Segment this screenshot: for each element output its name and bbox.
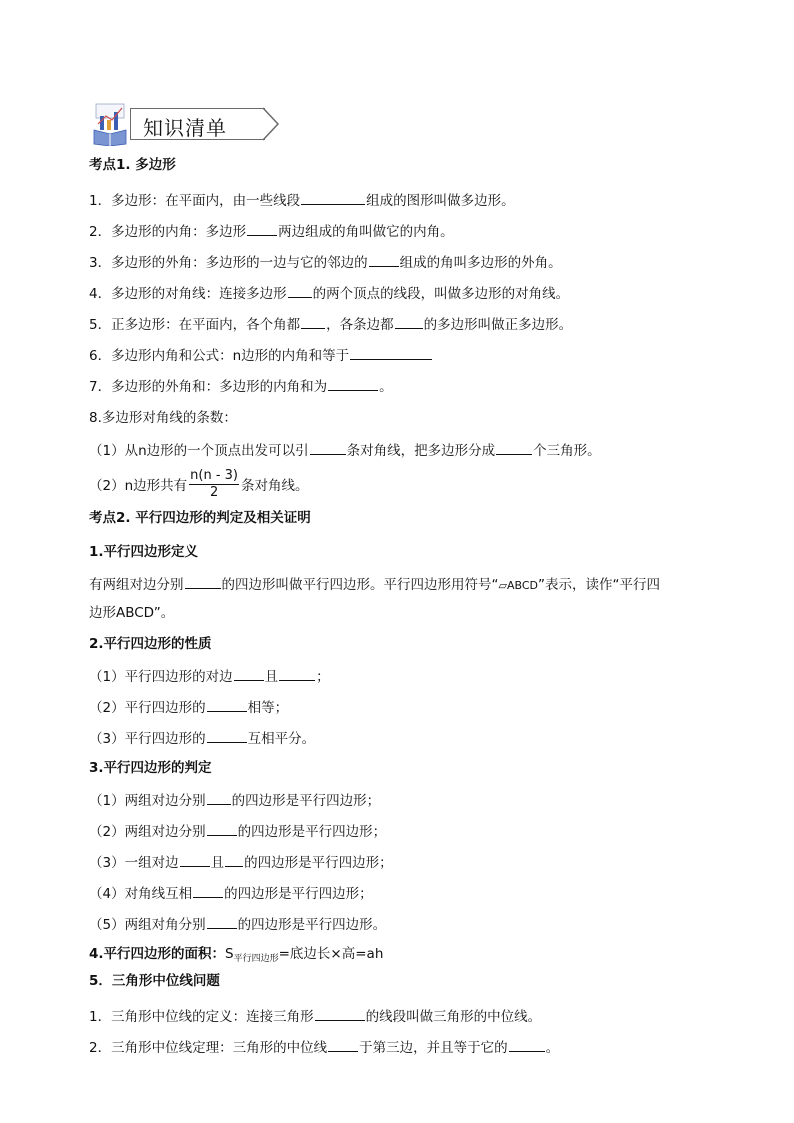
text: ”表示，读作“平行四 xyxy=(538,577,660,593)
blank xyxy=(225,852,243,867)
blank xyxy=(207,790,231,805)
text: 且 xyxy=(264,669,279,685)
heading-parallelogram: 考点2. 平行四边形的判定及相关证明 xyxy=(89,510,311,526)
item-polygon-def xyxy=(89,190,515,210)
text: （1）平行四边形的对边 xyxy=(89,669,233,685)
heading-polygon: 考点1. 多边形 xyxy=(89,157,176,173)
text: 互相平分。 xyxy=(247,731,316,747)
item-regular-polygon xyxy=(89,314,572,334)
blank xyxy=(509,1037,545,1052)
blank xyxy=(315,1006,365,1021)
blank xyxy=(279,666,315,681)
item-interior-angle xyxy=(89,221,454,241)
text: 且 xyxy=(210,855,225,871)
text: （2）平行四边形的 xyxy=(89,700,206,716)
text: 4．多边形的对角线：连接多边形 xyxy=(89,286,287,302)
item-exterior-angle xyxy=(89,252,562,272)
text: S xyxy=(225,946,234,962)
text: （3）平行四边形的 xyxy=(89,731,206,747)
blank xyxy=(496,440,532,455)
subheading-properties: 2.平行四边形的性质 xyxy=(89,636,212,652)
text: 有两组对边分别 xyxy=(89,577,184,593)
text: 条对角线，把多边形分成 xyxy=(346,443,496,459)
text: 7．多边形的外角和：多边形的内角和为 xyxy=(89,379,328,395)
parallelogram-symbol: ▱ABCD xyxy=(498,579,538,592)
text: （5）两组对角分别 xyxy=(89,917,206,933)
text: 5．正多边形：在平面内，各个角都 xyxy=(89,317,301,333)
item-diagonal-count-2 xyxy=(89,468,309,504)
blank xyxy=(247,221,277,236)
text: 1．多边形：在平面内，由一些线段 xyxy=(89,193,301,209)
item-property-2 xyxy=(89,697,288,717)
text: 的四边形叫做平行四边形。平行四边形用符号“ xyxy=(221,577,499,593)
blank xyxy=(193,883,223,898)
text: ； xyxy=(316,669,330,685)
text: 1．三角形中位线的定义：连接三角形 xyxy=(89,1009,314,1025)
banner-label-box xyxy=(130,108,265,140)
text: （1）两组对边分别 xyxy=(89,793,206,809)
item-criterion-5 xyxy=(89,914,386,934)
text: ，各条边都 xyxy=(326,317,394,333)
text: 的四边形是平行四边形； xyxy=(231,793,381,809)
blank xyxy=(180,852,210,867)
item-area-formula xyxy=(89,945,383,965)
item-midline-theorem xyxy=(89,1037,559,1057)
text: 组成的角叫多边形的外角。 xyxy=(399,255,562,271)
text: 的四边形是平行四边形； xyxy=(237,824,387,840)
blank xyxy=(288,283,312,298)
text: （1）从n边形的一个顶点出发可以引 xyxy=(89,443,309,459)
text: 的两个顶点的线段，叫做多边形的对角线。 xyxy=(312,286,570,302)
blank xyxy=(350,345,432,360)
section-banner xyxy=(92,102,272,146)
subheading-definition: 1.平行四边形定义 xyxy=(89,544,199,560)
fraction-denominator: 2 xyxy=(209,484,219,500)
blank xyxy=(301,314,325,329)
item-interior-sum xyxy=(89,345,433,365)
text: （2）两组对边分别 xyxy=(89,824,206,840)
subheading-area: 4.平行四边形的面积： xyxy=(89,946,226,962)
text: 。 xyxy=(379,379,393,395)
item-criterion-1 xyxy=(89,790,380,810)
blank xyxy=(328,1037,358,1052)
text: 个三角形。 xyxy=(533,443,601,459)
text: 2．三角形中位线定理：三角形的中位线 xyxy=(89,1040,328,1056)
text: 6．多边形内角和公式：n边形的内角和等于 xyxy=(89,348,350,364)
banner-arrow-shape xyxy=(262,107,280,141)
text: （2）n边形共有 xyxy=(89,478,188,494)
text: 两边组成的角叫做它的内角。 xyxy=(278,224,454,240)
text: 组成的图形叫做多边形。 xyxy=(366,193,515,209)
blank xyxy=(207,728,247,743)
item-definition-line1 xyxy=(89,574,660,595)
item-diagonal xyxy=(89,283,569,303)
blank xyxy=(207,914,237,929)
blank xyxy=(369,252,399,267)
item-midline-def xyxy=(89,1006,541,1026)
text: 的四边形是平行四边形。 xyxy=(237,917,387,933)
blank xyxy=(328,376,378,391)
text: 的多边形叫做正多边形。 xyxy=(423,317,573,333)
text: 于第三边，并且等于它的 xyxy=(359,1040,508,1056)
book-chart-icon xyxy=(92,102,128,146)
blank xyxy=(185,574,221,589)
item-criterion-3 xyxy=(89,852,393,872)
banner-title: 知识清单 xyxy=(143,116,227,140)
text: 2．多边形的内角：多边形 xyxy=(89,224,247,240)
item-criterion-2 xyxy=(89,821,386,841)
text: 3．多边形的外角：多边形的一边与它的邻边的 xyxy=(89,255,368,271)
item-exterior-sum xyxy=(89,376,393,396)
blank xyxy=(207,697,247,712)
item-diagonal-count: 8.多边形对角线的条数： xyxy=(89,410,237,426)
text: 相等； xyxy=(247,700,289,716)
blank xyxy=(395,314,423,329)
blank xyxy=(234,666,264,681)
subscript: 平行四边形 xyxy=(233,954,279,964)
blank xyxy=(301,190,365,205)
text: （4）对角线互相 xyxy=(89,886,193,902)
text: （3）一组对边 xyxy=(89,855,179,871)
fraction xyxy=(189,468,239,501)
text: 条对角线。 xyxy=(241,478,309,494)
blank xyxy=(310,440,346,455)
text: =底边长×高=ah xyxy=(278,946,384,962)
subheading-criteria: 3.平行四边形的判定 xyxy=(89,760,212,776)
blank xyxy=(207,821,237,836)
item-diagonal-count-1 xyxy=(89,440,601,460)
item-property-3 xyxy=(89,728,315,748)
item-property-1 xyxy=(89,666,330,686)
fraction-numerator: n(n - 3) xyxy=(190,467,239,483)
subheading-midline: 5．三角形中位线问题 xyxy=(89,973,220,989)
item-criterion-4 xyxy=(89,883,373,903)
text: 。 xyxy=(545,1040,560,1056)
text: 的线段叫做三角形的中位线。 xyxy=(365,1009,542,1025)
text: 的四边形是平行四边形； xyxy=(224,886,373,902)
text: 的四边形是平行四边形； xyxy=(244,855,393,871)
item-definition-line2: 边形ABCD”。 xyxy=(89,605,175,621)
